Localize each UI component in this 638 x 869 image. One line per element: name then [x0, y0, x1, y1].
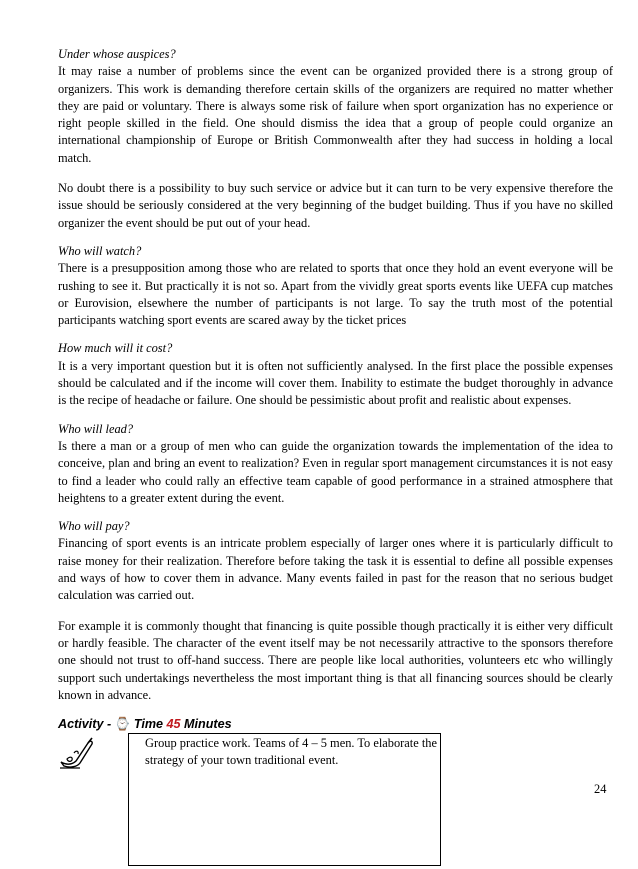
task-box: [128, 733, 441, 866]
task-text: Group practice work. Teams of 4 – 5 men. To elaborate the strategy of your town traditional event.: [145, 736, 437, 768]
section-auspices: [58, 46, 613, 232]
paragraph: Financing of sport events is an intricate problem especially of larger ones where it is particularly difficult to raise money for their realization. Therefore before taking the task it is essential to define all possible expenses and ways of how to cover them in advance. Many events failed in past for the reason that no serious budget calculation was carried out.: [58, 536, 613, 603]
writing-hand-icon: [58, 735, 96, 769]
paragraph: There is a presupposition among those who are related to sports that once they hold an event everyone will be rushing to see it. But practically it is not so. Apart from the vividly great sports events like UEFA cup matches or Eurovision, elsewhere the number of participants is not large. To say the truth most of the potential participants watching sport events are scared away by the ticket prices: [58, 261, 613, 328]
paragraph: For example it is commonly thought that financing is quite possible though practically it is either very difficult or hardly feasible. The character of the event itself may be not necessarily attractive to the sponsors therefore one should not trust to off-hand success. There are people like local authorities, volunteers etc who willingly support such undertakings nevertheless the most important thing is that all financing sources should be clearly known in advance.: [58, 618, 613, 702]
activity-task: [58, 733, 613, 869]
paragraph: It is a very important question but it is often not sufficiently analysed. In the first place the possible expenses should be calculated and if the income will cover them. Inability to estimate the budget thoroughly in advance is the recipe of headache or failure. One should be pessimistic about profit and realistic about expenses.: [58, 358, 613, 408]
section-heading: Who will lead?: [58, 421, 134, 436]
activity-minutes-value: 45: [166, 717, 181, 732]
section-how-much-cost: [58, 340, 613, 409]
section-who-will-watch: [58, 243, 613, 329]
activity-label: Activity -: [58, 717, 115, 732]
activity-minutes-label: Minutes: [180, 717, 232, 732]
section-heading: Who will watch?: [58, 243, 142, 258]
section-who-will-pay: [58, 518, 613, 704]
section-heading: How much will it cost?: [58, 341, 173, 356]
activity-time-label: Time: [130, 717, 167, 732]
paragraph: Is there a man or a group of men who can guide the organization towards the implementation of the idea to conceive, plan and bring an event to realization? Even in regular sport management circumstances it is not easy to find a leader who could rally an effective team capable of good performance in a strained atmosphere that heightens to a greater extent during the event.: [58, 438, 613, 505]
paragraph: It may raise a number of problems since the event can be organized provided there is a strong group of organizers. This work is demanding therefore certain skills of the organizers are required no matter whether they are paid or voluntary. There is always some risk of failure when sport organization has no experience or right people skilled in the field. One should dismiss the idea that a group of people could organize an international championship of Europe or British Commonwealth after they had success in holding a local match.: [58, 64, 613, 165]
section-heading: Under whose auspices?: [58, 47, 176, 61]
clock-icon: ⌚: [114, 717, 131, 732]
paragraph: No doubt there is a possibility to buy such service or advice but it can turn to be very expensive therefore the issue should be seriously considered at the very beginning of the budget building. Thus if you have no skilled organizer the event should be put out of your head.: [58, 181, 613, 230]
section-who-will-lead: [58, 421, 613, 507]
activity-heading: [58, 715, 613, 733]
page-number: 24: [594, 782, 607, 796]
section-heading: Who will pay?: [58, 519, 130, 534]
document-page: [58, 46, 613, 869]
